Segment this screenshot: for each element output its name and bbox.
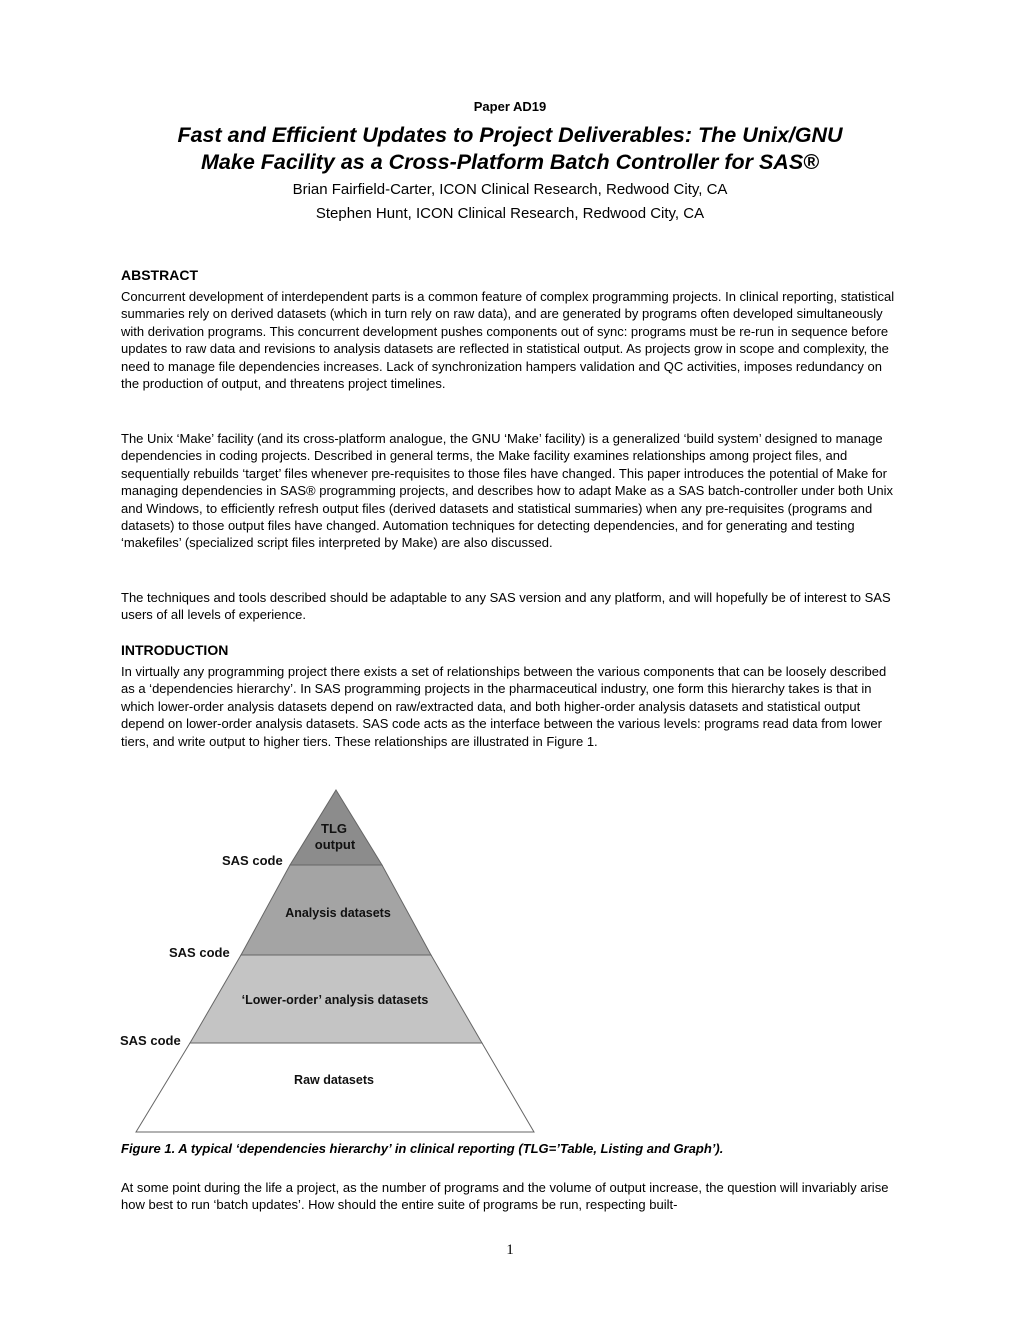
title-line-2: Make Facility as a Cross-Platform Batch Controller for SAS®	[201, 150, 819, 174]
sas-code-label-top: SAS code	[222, 853, 283, 868]
author-2: Stephen Hunt, ICON Clinical Research, Redwood City, CA	[315, 205, 705, 222]
figure-caption: Figure 1. A typical ‘dependencies hierarchy’ in clinical reporting (TLG=’Table, Listing and Graph’).	[121, 1141, 724, 1156]
paper-id: Paper AD19	[473, 99, 547, 114]
abstract-heading: ABSTRACT	[121, 267, 198, 283]
page-number: 1	[506, 1242, 514, 1258]
abstract-paragraph-2: The Unix ‘Make’ facility (and its cross-platform analogue, the GNU ‘Make’ facility) is a generalized ‘build system’ designed to manage dependencies in coding projects. Described in general terms, the Make facility examines relationships among project files, and sequentially rebuilds ‘target’ files whenever pre-requisites to those files have changed. This paper introduces the potential of Make for managing dependencies in SAS® programming projects, and describes how to adapt Make as a SAS batch-controller under both Unix and Windows, to efficiently refresh output files (derived datasets and statistical summaries) when any pre-requisites (programs and datasets) to those output files have changed. Automation techniques for detecting dependencies, and for generating and testing ‘makefiles’ (specialized script files interpreted by Make) are also discussed.	[121, 431, 893, 551]
closing-paragraph: At some point during the life a project, as the number of programs and the volume of output increase, the question will invariably arise how best to run ‘batch updates’. How should the entire suite of programs be run, respecting built-	[121, 1180, 889, 1213]
tier-label-lower-order: ‘Lower-order’ analysis datasets	[241, 993, 429, 1007]
dependencies-pyramid-figure	[118, 782, 548, 1134]
tier-label-tlg-output: output	[314, 837, 356, 852]
introduction-paragraph: In virtually any programming project there exists a set of relationships between the various components that can be loosely described as a ‘dependencies hierarchy’. In SAS programming projects in the pharmaceutical industry, one form this hierarchy takes is that in which lower-order analysis datasets depend on raw/extracted data, and both higher-order analysis datasets and statistical output depend on lower-order analysis datasets. SAS code acts as the interface between the various levels: programs read data from lower tiers, and write output to higher tiers. These relationships are illustrated in Figure 1.	[121, 664, 887, 749]
abstract-paragraph-3: The techniques and tools described should be adaptable to any SAS version and any platform, and will hopefully be of interest to SAS users of all levels of experience.	[121, 590, 891, 623]
tier-label-tlg: TLG	[321, 821, 347, 836]
abstract-paragraph-1: Concurrent development of interdependent parts is a common feature of complex programming projects. In clinical reporting, statistical summaries rely on derived datasets (which in turn rely on raw data), and are generated by programs often developed simultaneously with derivation programs. This concurrent development pushes components out of sync: programs must be re-run in sequence before updates to raw data and revisions to analysis datasets are reflected in statistical output. As projects grow in scope and complexity, the need to manage file dependencies increases. Lack of synchronization hampers validation and QC activities, imposes redundancy on the production of output, and threatens project timelines.	[121, 289, 895, 392]
tier-label-analysis: Analysis datasets	[285, 906, 391, 920]
introduction-heading: INTRODUCTION	[121, 642, 229, 658]
tier-label-raw: Raw datasets	[294, 1073, 374, 1087]
author-1: Brian Fairfield-Carter, ICON Clinical Research, Redwood City, CA	[292, 181, 728, 198]
pyramid-tier-raw	[136, 1043, 534, 1132]
sas-code-label-middle: SAS code	[169, 945, 230, 960]
paper-title	[60, 122, 960, 176]
sas-code-label-bottom: SAS code	[120, 1033, 181, 1048]
title-line-1: Fast and Efficient Updates to Project Deliverables: The Unix/GNU	[177, 123, 843, 147]
